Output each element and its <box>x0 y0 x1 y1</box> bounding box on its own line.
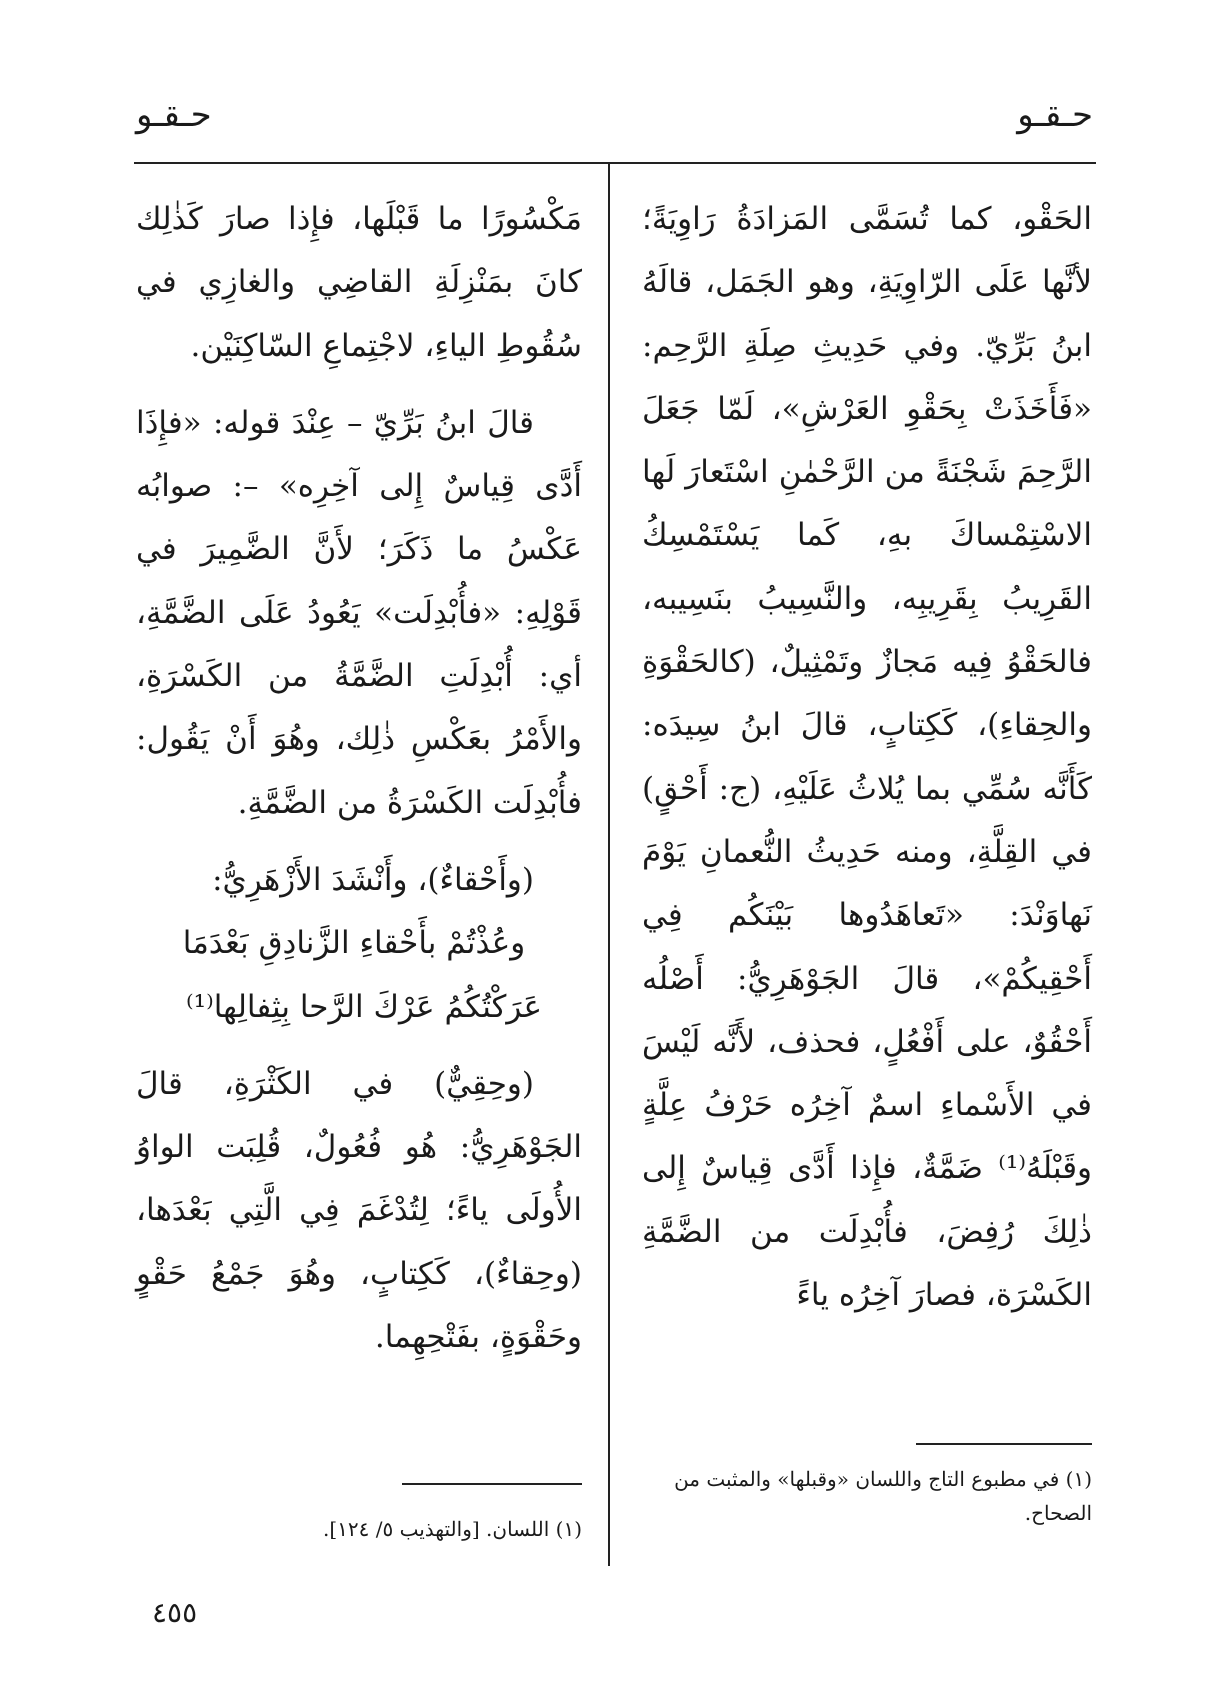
verse-line-2: عَرَكْتُكُمُ عَرْكَ الرَّحا بِثِفالِها⁽¹⁾ <box>186 988 542 1025</box>
verse-line-1: وعُذْتُمْ بأَحْقاءِ الزَّنادِقِ بَعْدَمَا <box>182 925 526 962</box>
header-rule <box>134 162 1096 164</box>
footnote-rule-right <box>916 1443 1092 1445</box>
footnote-rule-left <box>402 1483 582 1485</box>
column-divider <box>608 164 610 1566</box>
page-number: ٤٥٥ <box>152 1596 198 1629</box>
footnote-right: (١) في مطبوع التاج واللسان «وقبلها» والمثبت من الصحاح. <box>674 1467 1092 1525</box>
left-column-paragraph-1: مَكْسُورًا ما قَبْلَها، فإِذا صارَ كَذٰلِك كانَ بمَنْزِلَةِ القاضِي والغازِي في سُقُوطِ الياءِ، لاجْتِماعِ السّاكِنَيْن. <box>136 201 582 364</box>
running-header-right: حـقـو <box>1017 95 1093 135</box>
left-column-paragraph-3: (وأَحْقاءٌ)، وأَنْشَدَ الأَزْهَرِيُّ: <box>212 861 534 898</box>
right-column <box>642 188 1092 1327</box>
right-column-paragraph: الحَقْو، كما تُسَمَّى المَزادَةُ رَاوِيَةً؛ لأنَّها عَلَى الرّاوِيَةِ، وهو الجَمَل، قالَهُ ابنُ بَرِّيّ. وفي حَدِيثِ صِلَةِ الرَّحِم: «فَأَخَذَتْ بِحَقْوِ العَرْشِ»، لَمّا جَعَلَ الرَّحِمَ شَجْنَةً من الرَّحْمٰنِ اسْتَعارَ لَها الاسْتِمْساكَ بهِ، كَما يَسْتَمْسِكُ القَرِيبُ بِقَرِيبِه، والنَّسِيبُ بنَسِيبه، فالحَقْوُ فِيه مَجازٌ وتَمْثِيلٌ، (كالحَقْوَةِ والحِقاءِ)، كَكِتابٍ، قالَ ابنُ سِيدَه: كَأَنَّه سُمِّي بما يُلاثُ عَلَيْهِ، (ج: أَحْقٍ) في القِلَّةِ، ومنه حَدِيثُ النُّعمانِ يَوْمَ نَهاوَنْدَ: «تَعاهَدُوها بَيْنَكُم فِي أَحْقِيكُمْ»، قالَ الجَوْهَرِيُّ: أَصْلُه أَحْقُوٌ، على أَفْعُلٍ، فحذف، لأَنَّه لَيْسَ في الأَسْماءِ اسمٌ آخِرُه حَرْفُ عِلَّةٍ وقَبْلَهُ⁽¹⁾ ضَمَّةٌ، فإِذا أَدَّى قِياسٌ إِلى ذٰلِكَ رُفِضَ، فأُبْدِلَت من الضَّمَّةِ الكَسْرَة، فصارَ آخِرُه ياءً <box>642 201 1092 1314</box>
footnote-left: (١) اللسان. [والتهذيب ٥/ ١٢٤]. <box>322 1517 582 1541</box>
running-header-left: حـقـو <box>136 95 212 135</box>
left-column-paragraph-4: (وحِقِيٌّ) في الكَثْرَةِ، قالَ الجَوْهَرِيُّ: هُو فُعُولٌ، قُلِبَت الواوُ الأُولَى ياءً؛ لِتُدْغَمَ فِي الَّتِي بَعْدَها، (وحِقاءٌ)، كَكِتابٍ، وهُوَ جَمْعُ حَقْوٍ وحَقْوَةٍ، بفَتْحِهِما. <box>136 1065 582 1356</box>
left-column <box>136 188 582 1369</box>
left-column-paragraph-2: قالَ ابنُ بَرِّيّ – عِنْدَ قوله: «فإِذَا أَدَّى قِياسٌ إِلى آخِرِه» –: صوابُه عَكْسُ ما ذَكَرَ؛ لأَنَّ الضَّمِيرَ في قَوْلِهِ: «فأُبْدِلَت» يَعُودُ عَلَى الضَّمَّةِ، أي: أُبْدِلَتِ الضَّمَّةُ من الكَسْرَةِ، والأَمْرُ بعَكْسِ ذٰلِك، وهُوَ أَنْ يَقُول: فأُبْدِلَت الكَسْرَةُ من الضَّمَّةِ. <box>136 404 582 821</box>
